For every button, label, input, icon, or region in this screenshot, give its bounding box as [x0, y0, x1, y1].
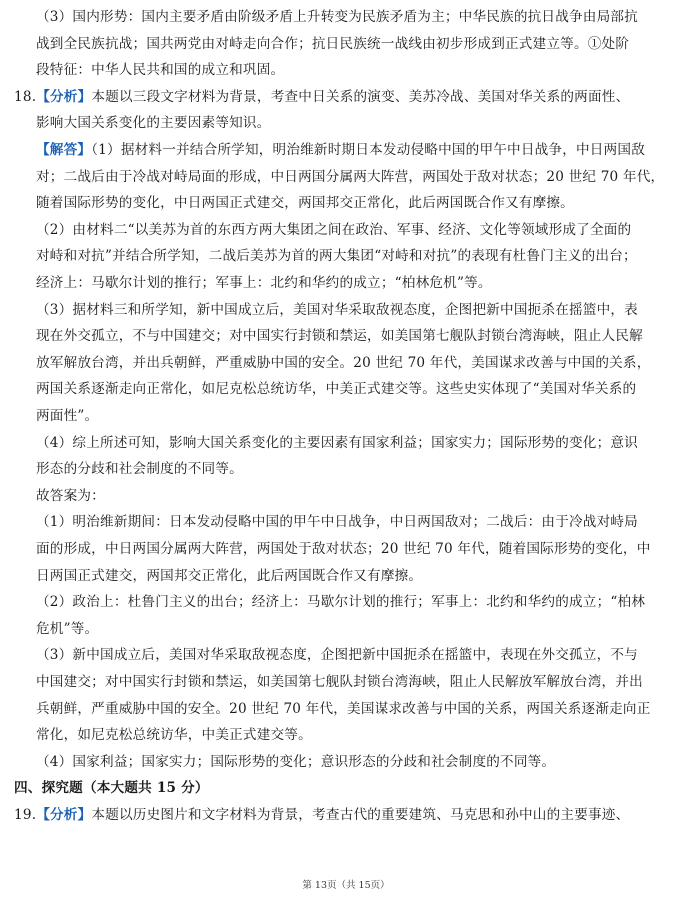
- text-line: 对；二战后由于冷战对峙局面的形成，中日两国分属两大阵营，两国处于敌对状态；20 世纪 70 年代，: [36, 168, 665, 185]
- text-line: （2）政治上：杜鲁门主义的出台；经济上：马歇尔计划的推行；军事上：北约和华约的成立；“柏林: [36, 594, 646, 611]
- text-line: （4）国家利益；国家实力；国际形势的变化；意识形态的分歧和社会制度的不同等。: [36, 753, 556, 770]
- question-number: 18.: [14, 88, 37, 105]
- question-19-header: [14, 805, 629, 825]
- text-line: 面的形成，中日两国分属两大阵营，两国处于敌对状态；20 世纪 70 年代，随着国际形势的变化，中: [36, 541, 651, 557]
- text-line: 两国关系逐渐走向正常化，如尼克松总统访华，中美正式建交等。这些史实体现了“美国对华关系的: [36, 381, 637, 398]
- text-line: 现在外交孤立，不与中国建交；对中国实行封锁和禁运，如美国第七舰队封锁台湾海峡，阻止人民解: [36, 328, 643, 345]
- section-heading: 四、探究题（本大题共 15 分）: [14, 780, 209, 797]
- text-line: 危机”等。: [36, 620, 99, 637]
- text-line: 战到全民族抗战；国共两党由对峙走向合作；抗日民族统一战线由初步形成到正式建立等。①处阶: [36, 35, 630, 52]
- text-line: 两面性”。: [36, 408, 99, 424]
- text-line: （3）新中国成立后，美国对华采取敌视态度，企图把新中国扼杀在摇篮中，表现在外交孤立，不与: [36, 647, 638, 664]
- analysis-tag: 【分析】: [36, 88, 92, 105]
- question-number: 19.: [14, 807, 37, 823]
- text-line: 影响大国关系变化的主要因素等知识。: [36, 115, 271, 132]
- answer-text: （1）据材料一并结合所学知，明治维新时期日本发动侵略中国的甲午中日战争，中日两国敌: [91, 142, 645, 158]
- text-line: （2）由材料二“以美苏为首的东西方两大集团之间在政治、军事、经济、文化等领域形成了全面的: [36, 221, 632, 238]
- answer-label: 故答案为：: [36, 487, 105, 504]
- text-line: （4）综上所述可知，影响大国关系变化的主要因素有国家利益；国家实力；国际形势的变化；意识: [36, 434, 638, 451]
- question-18-header: [14, 87, 629, 107]
- text-line: 随着国际形势的变化，中日两国正式建交，两国邦交正常化，此后两国既合作又有摩擦。: [36, 195, 574, 212]
- text-line: （3）国内形势：国内主要矛盾由阶级矛盾上升转变为民族矛盾为主；中华民族的抗日战争由局部抗: [36, 9, 638, 25]
- text-line: 放军解放台湾，并出兵朝鲜，严重威胁中国的安全。20 世纪 70 年代，美国谋求改善与中国的关系，: [36, 354, 651, 371]
- answer-header: [36, 140, 645, 160]
- analysis-text: 本题以三段文字材料为背景，考查中日关系的演变、美苏冷战、美国对华关系的两面性、: [91, 88, 630, 105]
- analysis-tag: 【分析】: [36, 807, 92, 823]
- text-line: 兵朝鲜，严重威胁中国的安全。20 世纪 70 年代，美国谋求改善与中国的关系，两国关系逐渐走向正: [36, 700, 651, 717]
- text-line: 中国建交；对中国实行封锁和禁运，如美国第七舰队封锁台湾海峡，阻止人民解放军解放台湾，并出: [36, 674, 643, 690]
- text-line: 常化，如尼克松总统访华，中美正式建交等。: [36, 727, 312, 744]
- text-line: （3）据材料三和所学知，新中国成立后，美国对华采取敌视态度，企图把新中国扼杀在摇篮中，表: [36, 301, 638, 318]
- text-line: 日两国正式建交，两国邦交正常化，此后两国既合作又有摩擦。: [36, 567, 423, 584]
- text-line: 段特征：中华人民共和国的成立和巩固。: [36, 62, 285, 79]
- analysis-text: 本题以历史图片和文字材料为背景，考查古代的重要建筑、马克思和孙中山的主要事迹、: [91, 807, 630, 823]
- text-line: 形态的分歧和社会制度的不同等。: [36, 461, 243, 478]
- page-footer: 第 13页（共 15页）: [302, 880, 390, 891]
- answer-tag: 【解答】: [36, 142, 92, 158]
- text-line: （1）明治维新期间：日本发动侵略中国的甲午中日战争，中日两国敌对；二战后：由于冷战对峙局: [36, 514, 638, 531]
- text-line: 经济上：马歇尔计划的推行；军事上：北约和华约的成立；“柏林危机”等。: [36, 275, 492, 291]
- text-line: 对峙和对抗”并结合所学知，二战后美苏为首的两大集团“对峙和对抗”的表现有杜鲁门主义的出台；: [36, 248, 637, 265]
